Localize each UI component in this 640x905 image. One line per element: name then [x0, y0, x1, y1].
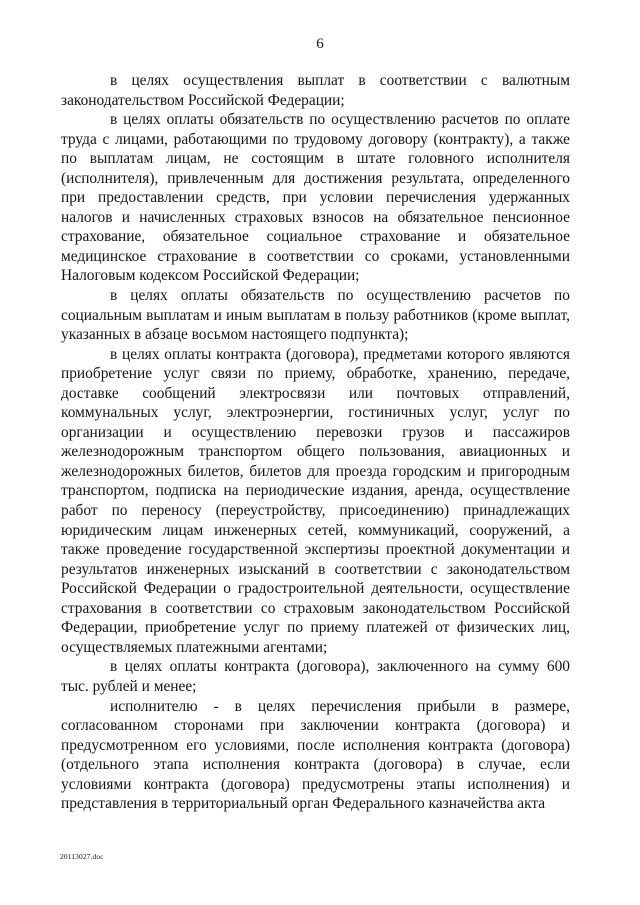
- paragraph-small-contracts: в целях оплаты контракта (договора), заключенного на сумму 600 тыс. рублей и менее;: [61, 658, 570, 695]
- paragraph-currency-payments: в целях осуществления выплат в соответствии с валютным законодательством Российской Федерации;: [61, 72, 570, 109]
- footer-file-name: 20113027.doc: [60, 852, 104, 861]
- paragraph-social-payments: в целях оплаты обязательств по осуществлению расчетов по социальным выплатам и иным выплатам в пользу работников (кроме выплат, указанных в абзаце восьмом настоящего подпункта);: [61, 287, 570, 344]
- document-body: [61, 71, 570, 814]
- paragraph-labor-payments: в целях оплаты обязательств по осуществлению расчетов по оплате труда с лицами, работающими по трудовому договору (контракту), а также по выплатам лицам, не состоящим в штате головного исполнителя (исполнителя), привлеченным для достижения результата, определенного при предоставлении средств, при условии перечисления удержанных налогов и начисленных страховых взносов на обязательное пенсионное страхование, обязательное социальное страхование и обязательное медицинское страхование в соответствии со сроками, установленными Налоговым кодексом Российской Федерации;: [61, 111, 570, 285]
- paragraph-executor-profit: исполнителю - в целях перечисления прибыли в размере, согласованном сторонами при заключении контракта (договора) и предусмотренном его условиями, после исполнения контракта (договора) (отдельного этапа исполнения контракта (договора) в случае, если условиями контракта (договора) предусмотрены этапы исполнения) и представления в территориальный орган Федерального казначейства акта: [61, 697, 570, 813]
- paragraph-contract-services: в целях оплаты контракта (договора), предметами которого являются приобретение услуг связи по приему, обработке, хранению, передаче, доставке сообщений электросвязи или почтовых отправлений, коммунальных услуг, электроэнергии, гостиничных услуг, услуг по организации и осуществлению перевозки грузов и пассажиров железнодорожным транспортом общего пользования, авиационных и железнодорожных билетов, билетов для проезда городским и пригородным транспортом, подписка на периодические издания, аренда, осуществление работ по переносу (переустройству, присоединению) принадлежащих юридическим лицам инженерных сетей, коммуникаций, сооружений, а также проведение государственной экспертизы проектной документации и результатов инженерных изысканий в соответствии с законодательством Российской Федерации о градостроительной деятельности, осуществление страхования в соответствии со страховым законодательством Российской Федерации, приобретение услуг по приему платежей от физических лиц, осуществляемых платежными агентами;: [61, 345, 570, 656]
- page-number: 6: [316, 36, 324, 52]
